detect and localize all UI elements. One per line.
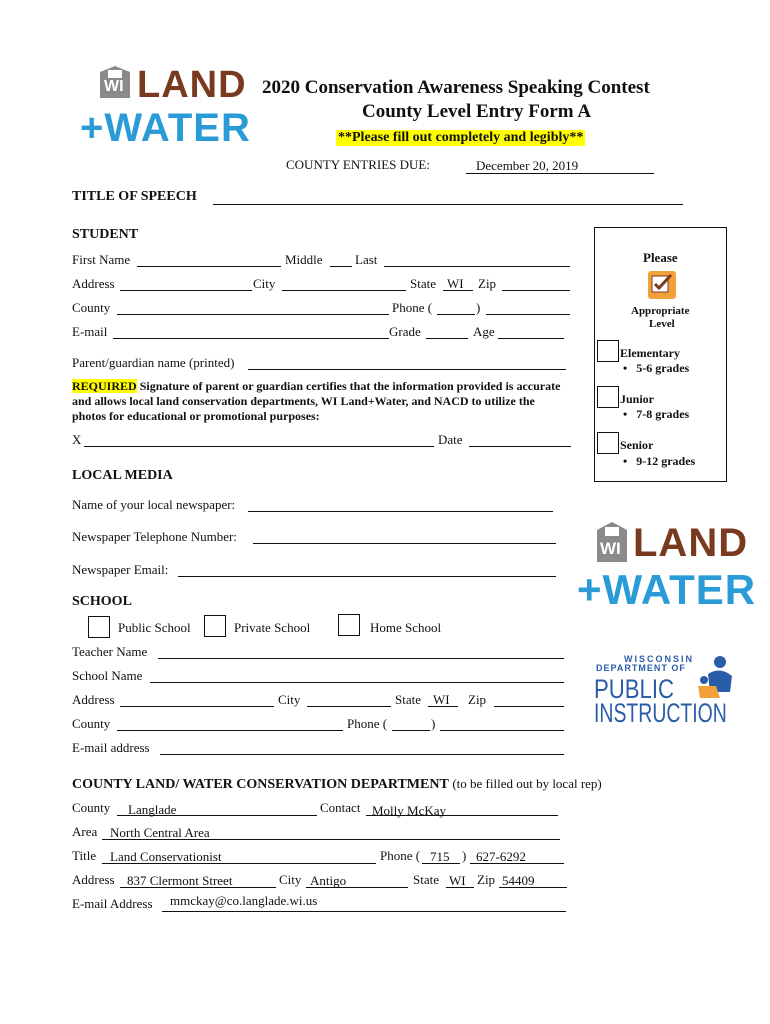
- senior-label: Senior: [620, 438, 654, 452]
- teacher-label: Teacher Name: [72, 644, 148, 659]
- dpi-line1: WISCONSIN: [624, 654, 695, 664]
- signature-input[interactable]: [84, 446, 434, 447]
- parent-input[interactable]: [248, 369, 566, 370]
- certify-body: Signature of parent or guardian certifies that the information provided is accurate and allows local land conservation departments, WI Land+Water, and NACD to utilize the photos for educational or promotional purposes:: [72, 379, 561, 423]
- newspaper-email-label: Newspaper Email:: [72, 562, 169, 577]
- dept-address-value: 837 Clermont Street: [127, 873, 233, 888]
- logo-side-wi-text: WI: [600, 539, 621, 558]
- elementary-checkbox[interactable]: [597, 340, 619, 362]
- age-input[interactable]: [498, 338, 564, 339]
- school-city-input[interactable]: [307, 706, 391, 707]
- school-heading: SCHOOL: [72, 594, 132, 609]
- dept-city-value: Antigo: [310, 873, 347, 888]
- state-label: State: [410, 276, 436, 291]
- form-title: County Level Entry Form A: [362, 101, 592, 122]
- dept-email-label: E-mail Address: [72, 896, 153, 911]
- logo-wi-text: WI: [104, 78, 124, 95]
- city-input[interactable]: [282, 290, 406, 291]
- county-input[interactable]: [117, 314, 389, 315]
- dept-email-input[interactable]: [162, 911, 566, 912]
- grade-label: Grade: [389, 324, 421, 339]
- elementary-grades: • 5-6 grades: [623, 361, 690, 375]
- signature-x: X: [72, 432, 82, 447]
- school-county-input[interactable]: [117, 730, 343, 731]
- junior-grades: • 7-8 grades: [623, 407, 690, 421]
- junior-checkbox[interactable]: [597, 386, 619, 408]
- dpi-line2: DEPARTMENT OF: [596, 663, 686, 673]
- dept-area-label: Area: [72, 824, 98, 839]
- level-box: [594, 227, 727, 482]
- dept-title-value: Land Conservationist: [110, 849, 222, 864]
- home-school-label: Home School: [370, 620, 442, 635]
- newspaper-phone-input[interactable]: [253, 543, 556, 544]
- student-heading: STUDENT: [72, 227, 139, 242]
- dpi-line3: PUBLIC: [594, 674, 674, 704]
- school-state-value: WI: [433, 692, 450, 707]
- fill-instruction: **Please fill out completely and legibly**: [338, 130, 584, 145]
- logo-land-text: LAND: [137, 64, 247, 106]
- first-name-input[interactable]: [137, 266, 281, 267]
- title-of-speech-label: TITLE OF SPEECH: [72, 189, 197, 204]
- dept-email-value: mmckay@co.langlade.wi.us: [170, 893, 318, 908]
- required-badge: REQUIRED: [72, 379, 137, 393]
- last-name-input[interactable]: [384, 266, 570, 267]
- first-name-label: First Name: [72, 252, 131, 267]
- school-county-label: County: [72, 716, 111, 731]
- school-phone-label: Phone (: [347, 716, 388, 731]
- address-label: Address: [72, 276, 115, 291]
- land-water-logo-side: [577, 521, 757, 614]
- senior-grades: • 9-12 grades: [623, 454, 696, 468]
- zip-label: Zip: [478, 276, 497, 291]
- school-zip-input[interactable]: [494, 706, 564, 707]
- school-email-label: E-mail address: [72, 740, 150, 755]
- dept-phone-label: Phone (: [380, 848, 421, 863]
- dept-title-label: Title: [72, 848, 97, 863]
- phone-label: Phone (: [392, 300, 433, 315]
- public-school-checkbox[interactable]: [88, 616, 110, 638]
- public-school-label: Public School: [118, 620, 191, 635]
- county-dept-heading: COUNTY LAND/ WATER CONSERVATION DEPARTMENT: [72, 777, 449, 792]
- school-phone-area-input[interactable]: [392, 730, 430, 731]
- checkbox-icon: [647, 270, 677, 300]
- dept-county-label: County: [72, 800, 111, 815]
- dept-contact-value: Molly McKay: [372, 803, 447, 818]
- home-school-checkbox[interactable]: [338, 614, 360, 636]
- middle-input[interactable]: [330, 266, 352, 267]
- email-label: E-mail: [72, 324, 108, 339]
- state-value: WI: [447, 276, 464, 291]
- level-level: Level: [649, 318, 675, 330]
- zip-input[interactable]: [502, 290, 570, 291]
- school-zip-label: Zip: [468, 692, 487, 707]
- dept-state-value: WI: [449, 873, 466, 888]
- school-phone-close: ): [431, 716, 436, 731]
- teacher-input[interactable]: [158, 658, 564, 659]
- email-input[interactable]: [113, 338, 389, 339]
- phone-close: ): [476, 300, 481, 315]
- grade-input[interactable]: [426, 338, 468, 339]
- school-city-label: City: [278, 692, 301, 707]
- dept-county-value: Langlade: [128, 802, 177, 817]
- reading-figures-icon: [694, 654, 738, 700]
- level-appropriate: Appropriate: [631, 305, 690, 317]
- school-address-input[interactable]: [120, 706, 274, 707]
- newspaper-email-input[interactable]: [178, 576, 556, 577]
- private-school-label: Private School: [234, 620, 311, 635]
- newspaper-input[interactable]: [248, 511, 553, 512]
- phone-input[interactable]: [486, 314, 570, 315]
- newspaper-label: Name of your local newspaper:: [72, 497, 236, 512]
- due-value[interactable]: December 20, 2019: [476, 158, 579, 173]
- date-label: Date: [438, 432, 463, 447]
- dept-city-label: City: [279, 872, 302, 887]
- private-school-checkbox[interactable]: [204, 615, 226, 637]
- age-label: Age: [473, 324, 495, 339]
- level-please: Please: [643, 250, 678, 265]
- newspaper-phone-label: Newspaper Telephone Number:: [72, 529, 237, 544]
- local-media-heading: LOCAL MEDIA: [72, 468, 173, 483]
- dept-state-label: State: [413, 872, 439, 887]
- due-label: COUNTY ENTRIES DUE:: [286, 157, 430, 172]
- dept-contact-label: Contact: [320, 800, 361, 815]
- school-name-input[interactable]: [150, 682, 564, 683]
- dept-address-label: Address: [72, 872, 115, 887]
- parent-label: Parent/guardian name (printed): [72, 355, 235, 370]
- school-name-label: School Name: [72, 668, 143, 683]
- dept-zip-value: 54409: [502, 873, 535, 888]
- county-dept-note: (to be filled out by local rep): [452, 776, 602, 791]
- dpi-logo: [594, 654, 740, 730]
- county-label: County: [72, 300, 111, 315]
- dept-zip-label: Zip: [477, 872, 496, 887]
- dpi-line4: INSTRUCTION: [594, 698, 727, 728]
- middle-label: Middle: [285, 252, 323, 267]
- title-of-speech-input[interactable]: [213, 204, 683, 205]
- school-state-label: State: [395, 692, 421, 707]
- phone-area-input[interactable]: [437, 314, 475, 315]
- dept-phone-close: ): [462, 848, 467, 863]
- dept-area-code: 715: [430, 849, 450, 864]
- address-input[interactable]: [120, 290, 252, 291]
- county-dept-heading-row: [72, 776, 602, 793]
- school-phone-input[interactable]: [440, 730, 564, 731]
- last-label: Last: [355, 252, 378, 267]
- school-email-input[interactable]: [160, 754, 564, 755]
- certify-text: [72, 379, 562, 424]
- dept-area-value: North Central Area: [110, 825, 210, 840]
- elementary-label: Elementary: [620, 346, 680, 360]
- logo-side-land-text: LAND: [633, 521, 749, 565]
- contest-title: 2020 Conservation Awareness Speaking Contest: [262, 77, 650, 98]
- date-input[interactable]: [469, 446, 571, 447]
- school-address-label: Address: [72, 692, 115, 707]
- dept-phone-value: 627-6292: [476, 849, 526, 864]
- junior-label: Junior: [620, 392, 655, 406]
- logo-water-text: +WATER: [80, 106, 251, 150]
- logo-side-water-text: +WATER: [577, 566, 757, 613]
- city-label: City: [253, 276, 276, 291]
- land-water-logo-top: [80, 64, 251, 150]
- senior-checkbox[interactable]: [597, 432, 619, 454]
